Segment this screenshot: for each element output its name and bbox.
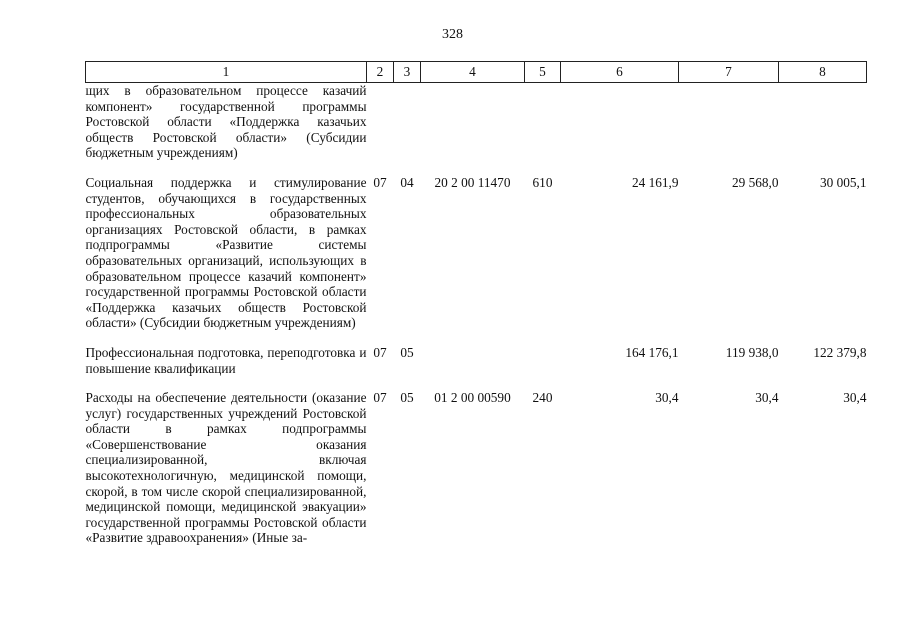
row-section-code: 07 <box>373 174 387 190</box>
row-subsection-code: 04 <box>400 174 414 190</box>
table-header-row <box>86 62 867 83</box>
page-number: 328 <box>442 27 463 42</box>
column-header: 6 <box>561 62 679 83</box>
row-target-article-code <box>421 345 525 376</box>
row-expense-type-code <box>525 345 561 376</box>
column-header: 8 <box>779 62 867 83</box>
row-section-code: 07 <box>373 390 387 406</box>
table-row <box>86 345 867 376</box>
row-subsection-code: 05 <box>400 344 414 360</box>
row-value-1: 24 161,9 <box>631 174 679 190</box>
row-expense-type-code <box>525 83 561 161</box>
column-header: 4 <box>421 62 525 83</box>
row-value-3: 122 379,8 <box>813 344 867 360</box>
row-target-article-code <box>421 83 525 161</box>
column-header: 2 <box>367 62 394 83</box>
row-spacer <box>86 161 867 175</box>
row-value-2: 29 568,0 <box>731 174 779 190</box>
row-value-2: 30,4 <box>755 390 779 406</box>
column-header: 7 <box>679 62 779 83</box>
row-description: Расходы на обеспечение деятельности (оказание услуг) государственных учреждений Ростовской области в рамках подпрограммы «Совершенствование оказания специализированной, включая высокотехнологичную, медицинской помощи, скорой, в том числе скорой специализированной, медицинской помощи, медицинской эвакуации» государственной программы Ростовской области «Развитие здравоохранения» (Иные за- <box>85 390 367 546</box>
row-value-1: 164 176,1 <box>625 344 679 360</box>
row-value-3: 30 005,1 <box>819 174 867 190</box>
row-target-article-code: 01 2 00 00590 <box>434 390 511 406</box>
row-subsection-code: 05 <box>400 390 414 406</box>
row-section-code: 07 <box>373 344 387 360</box>
row-subsection-code <box>394 83 421 161</box>
row-value-3 <box>779 83 867 161</box>
row-target-article-code: 20 2 00 11470 <box>434 174 511 190</box>
table-row <box>86 390 867 546</box>
row-description: щих в образовательном процессе казачий компонент» государственной программы Ростовской области «Поддержка казачьих обществ Ростовской области» (Субсидии бюджетным учреждениям) <box>85 83 367 161</box>
row-value-1: 30,4 <box>655 390 679 406</box>
table-row <box>86 83 867 161</box>
row-value-3: 30,4 <box>843 390 867 406</box>
row-spacer <box>86 376 867 390</box>
budget-table <box>85 61 867 546</box>
column-header: 3 <box>394 62 421 83</box>
row-value-1 <box>561 83 679 161</box>
column-header: 5 <box>525 62 561 83</box>
table-row <box>86 175 867 331</box>
row-description: Профессиональная подготовка, переподготовка и повышение квалификации <box>85 344 367 376</box>
row-section-code <box>367 83 394 161</box>
row-expense-type-code: 240 <box>532 390 553 406</box>
row-value-2 <box>679 83 779 161</box>
row-expense-type-code: 610 <box>532 174 553 190</box>
column-header: 1 <box>86 62 367 83</box>
row-description: Социальная поддержка и стимулирование студентов, обучающихся в государственных профессиональных образовательных организациях Ростовской области, в рамках подпрограммы «Развитие системы образовательных организаций, использующих в образовательном процессе казачий компонент» государственной программы Ростовской области «Поддержка казачьих обществ Ростовской области» (Субсидии бюджетным учреждениям) <box>85 174 367 331</box>
row-spacer <box>86 331 867 345</box>
row-value-2: 119 938,0 <box>725 344 779 360</box>
